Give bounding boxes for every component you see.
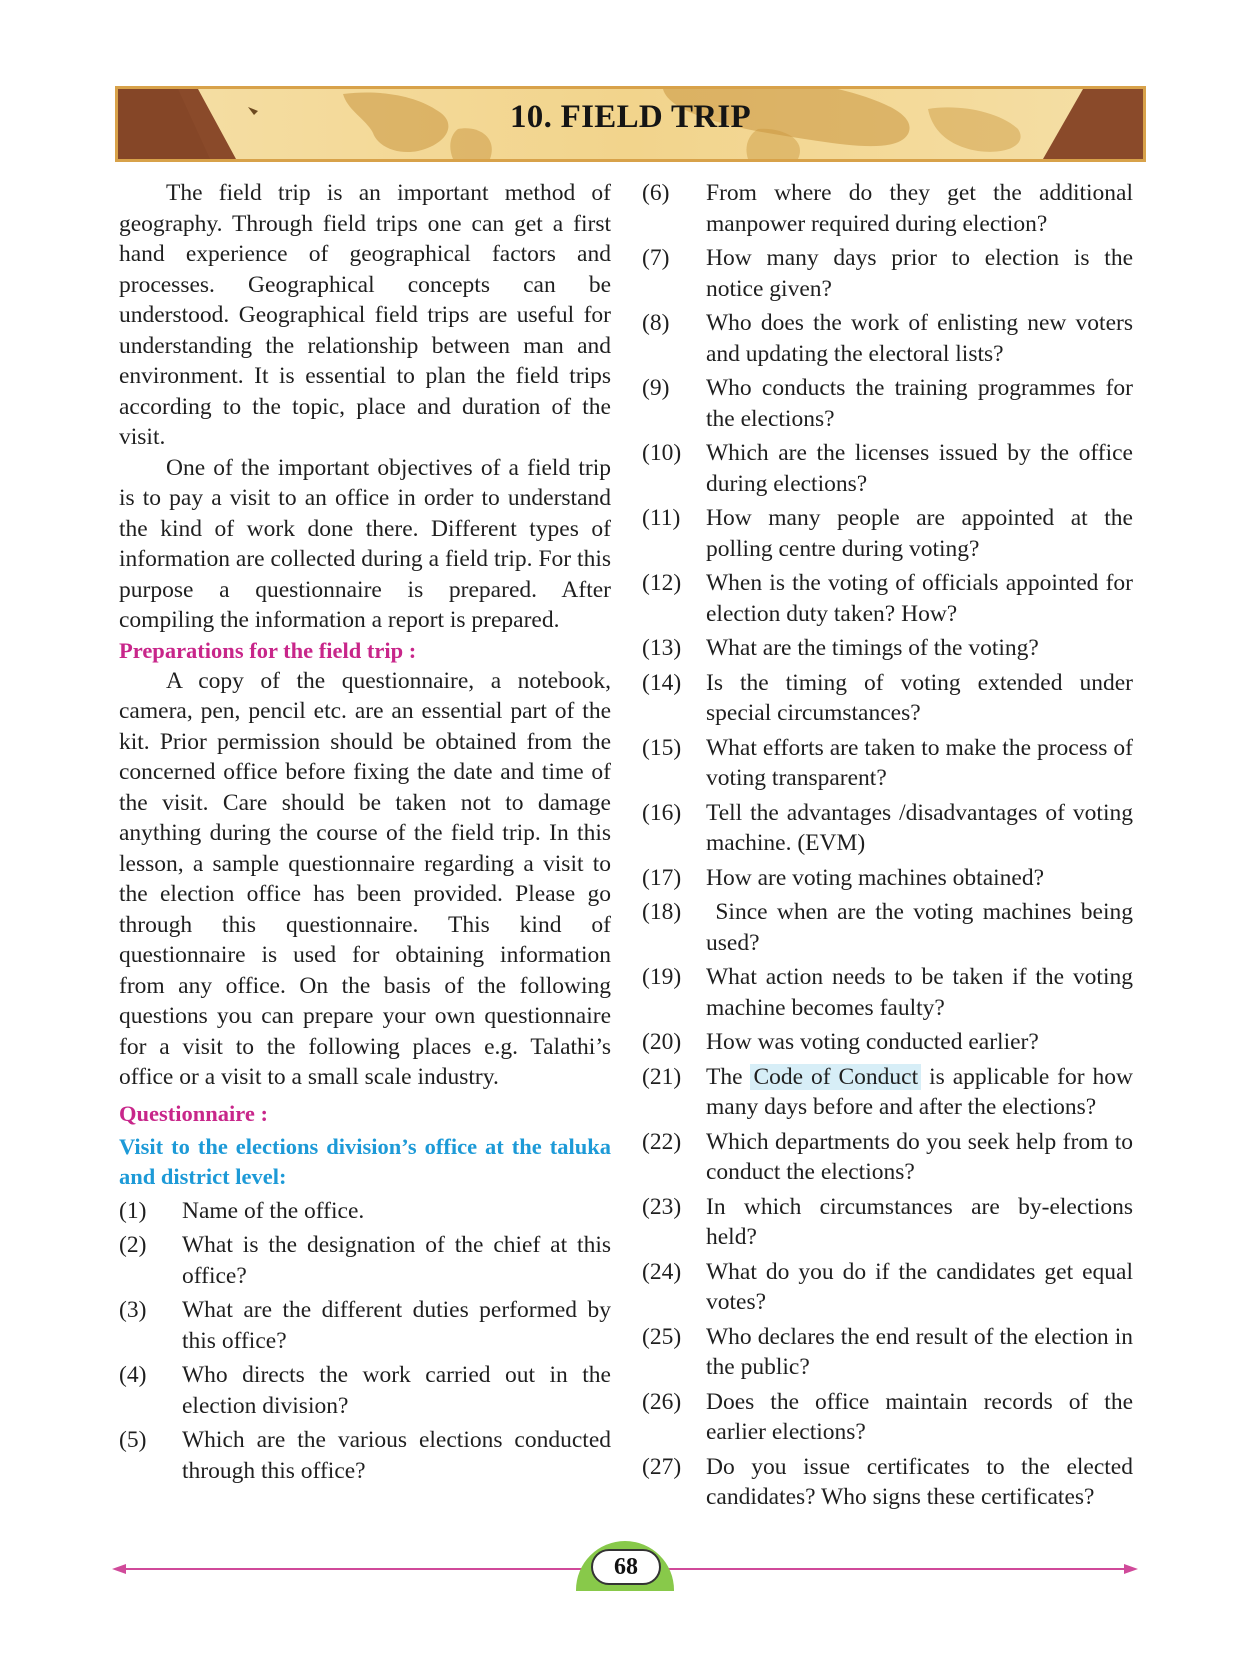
question-item (642, 633, 1133, 664)
question-number: (9) (642, 375, 670, 401)
question-number: (12) (642, 570, 682, 596)
question-text: How are voting machines obtained? (706, 864, 1045, 891)
arrow-left-icon (112, 1563, 126, 1575)
question-text-part: is applicable for how many days before and after the elections? (706, 1063, 1139, 1120)
question-item (642, 243, 1133, 304)
question-text: Who declares the end result of the election in the public? (706, 1323, 1133, 1380)
question-number: (27) (642, 1453, 682, 1480)
question-number: (21) (642, 1063, 682, 1090)
preparations-paragraph: A copy of the questionnaire, a notebook, camera, pen, pencil etc. are an essential part of the kit. Prior permission should be obtained from the concerned office before fixing the date and time of the visit. Care should be taken not to damage anything during the course of the field trip. In this lesson, a sample questionnaire regarding a visit to the election office has been provided. Please go through this questionnaire. This kind of questionnaire is used for obtaining information from any office. On the basis of the following questions you can prepare your own questionnaire for a visit to the following places e.g. Talathi’s office or a visit to a small scale industry. (119, 667, 611, 1090)
question-number: (2) (119, 1232, 147, 1258)
question-item (642, 438, 1133, 499)
question-item (642, 1257, 1133, 1318)
question-item (642, 1192, 1133, 1253)
question-text: Is the timing of voting extended under special circumstances? (706, 669, 1133, 726)
question-item (119, 1295, 611, 1356)
question-item (642, 863, 1133, 894)
question-text: Who conducts the training programmes for the elections? (706, 375, 1133, 432)
question-number: (5) (119, 1427, 147, 1453)
question-text-part: The (706, 1063, 751, 1090)
question-item (642, 668, 1133, 729)
question-text: Which departments do you seek help from to conduct the elections? (706, 1128, 1133, 1185)
question-item (642, 308, 1133, 369)
highlighted-phrase: Code of Conduct (750, 1064, 921, 1090)
question-text: Tell the advantages /disadvantages of voting machine. (EVM) (706, 799, 1133, 856)
question-item (642, 1027, 1133, 1058)
question-text: From where do they get the additional manpower required during election? (706, 180, 1133, 237)
question-text: How many days prior to election is the notice given? (706, 245, 1133, 302)
question-text: What do you do if the candidates get equal votes? (706, 1258, 1133, 1315)
question-text: Name of the office. (182, 1197, 365, 1224)
question-list-right (642, 178, 1139, 1513)
objectives-paragraph: One of the important objectives of a field trip is to pay a visit to an office in order to understand the kind of work done there. Different types of information are collected during a field trip. For this purpose a questionnaire is prepared. After compiling the information a report is prepared. (119, 454, 611, 633)
question-text: How many people are appointed at the polling centre during voting? (706, 505, 1133, 562)
questionnaire-heading: Questionnaire : (119, 1100, 268, 1126)
visit-heading: Visit to the elections division’s office at the taluka and district level: (119, 1133, 611, 1189)
question-text: When is the voting of officials appointed for election duty taken? How? (706, 570, 1133, 627)
page-number: 68 (591, 1549, 661, 1585)
question-item (642, 1127, 1133, 1188)
right-column (642, 178, 1139, 1517)
question-number: (1) (119, 1197, 147, 1224)
question-number: (3) (119, 1297, 147, 1323)
page-number-badge (576, 1541, 674, 1591)
question-number: (4) (119, 1362, 147, 1388)
question-item (642, 733, 1133, 794)
question-text: In which circumstances are by-elections held? (706, 1193, 1133, 1250)
question-number: (20) (642, 1029, 682, 1055)
question-text: What is the designation of the chief at this office? (182, 1232, 611, 1289)
question-text: Which are the various elections conducted through this office? (182, 1427, 611, 1484)
question-text: What action needs to be taken if the voting machine becomes faulty? (706, 964, 1133, 1021)
question-number: (15) (642, 734, 682, 761)
question-number: (17) (642, 864, 682, 891)
intro-paragraph: The field trip is an important method of geography. Through field trips one can get a first hand experience of geographical factors and processes. Geographical concepts can be understood. Geographical field trips are useful for understanding the relationship between man and environment. It is essential to plan the field trips according to the topic, place and duration of the visit. (119, 180, 611, 450)
question-item (119, 1360, 611, 1421)
question-item (642, 1452, 1133, 1513)
question-number: (18) (642, 899, 682, 925)
question-number: (19) (642, 964, 682, 990)
left-column (119, 178, 611, 1490)
question-number: (10) (642, 440, 682, 466)
question-text (706, 1062, 1139, 1123)
question-number: (14) (642, 669, 682, 696)
question-number: (6) (642, 180, 670, 206)
question-text: Does the office maintain records of the earlier elections? (706, 1388, 1133, 1445)
question-number: (8) (642, 310, 670, 336)
question-text: Who does the work of enlisting new voters and updating the electoral lists? (706, 310, 1133, 367)
question-text: What are the different duties performed by this office? (182, 1297, 611, 1354)
question-number: (24) (642, 1258, 682, 1285)
question-item (642, 503, 1133, 564)
question-number: (26) (642, 1388, 682, 1415)
question-text: Since when are the voting machines being used? (706, 899, 1139, 956)
question-text: Who directs the work carried out in the election division? (182, 1362, 611, 1419)
question-number: (7) (642, 245, 670, 271)
question-number: (16) (642, 799, 682, 826)
question-number: (11) (642, 505, 681, 531)
question-item (642, 1062, 1139, 1123)
question-number: (25) (642, 1323, 682, 1350)
question-text: How was voting conducted earlier? (706, 1029, 1039, 1055)
question-item (642, 962, 1133, 1023)
question-list-left (119, 1196, 611, 1487)
question-item (642, 1322, 1133, 1383)
question-item (119, 1230, 611, 1291)
question-item (642, 178, 1133, 239)
preparations-heading: Preparations for the field trip : (119, 637, 417, 663)
question-text: Which are the licenses issued by the office during elections? (706, 440, 1133, 497)
chapter-title: 10. FIELD TRIP (509, 99, 752, 135)
question-item (642, 373, 1133, 434)
question-number: (13) (642, 635, 682, 661)
question-text: Do you issue certificates to the elected candidates? Who signs these certificates? (706, 1453, 1133, 1510)
question-text: What efforts are taken to make the process of voting transparent? (706, 734, 1133, 791)
question-item (642, 1387, 1133, 1448)
arrow-right-icon (1124, 1563, 1138, 1575)
question-item (642, 568, 1133, 629)
question-item (119, 1196, 611, 1227)
question-number: (23) (642, 1193, 682, 1220)
question-text: What are the timings of the voting? (706, 635, 1039, 661)
chapter-title-banner (115, 86, 1146, 162)
question-item (642, 798, 1133, 859)
question-number: (22) (642, 1128, 682, 1155)
question-item (119, 1425, 611, 1486)
question-item (642, 897, 1139, 958)
